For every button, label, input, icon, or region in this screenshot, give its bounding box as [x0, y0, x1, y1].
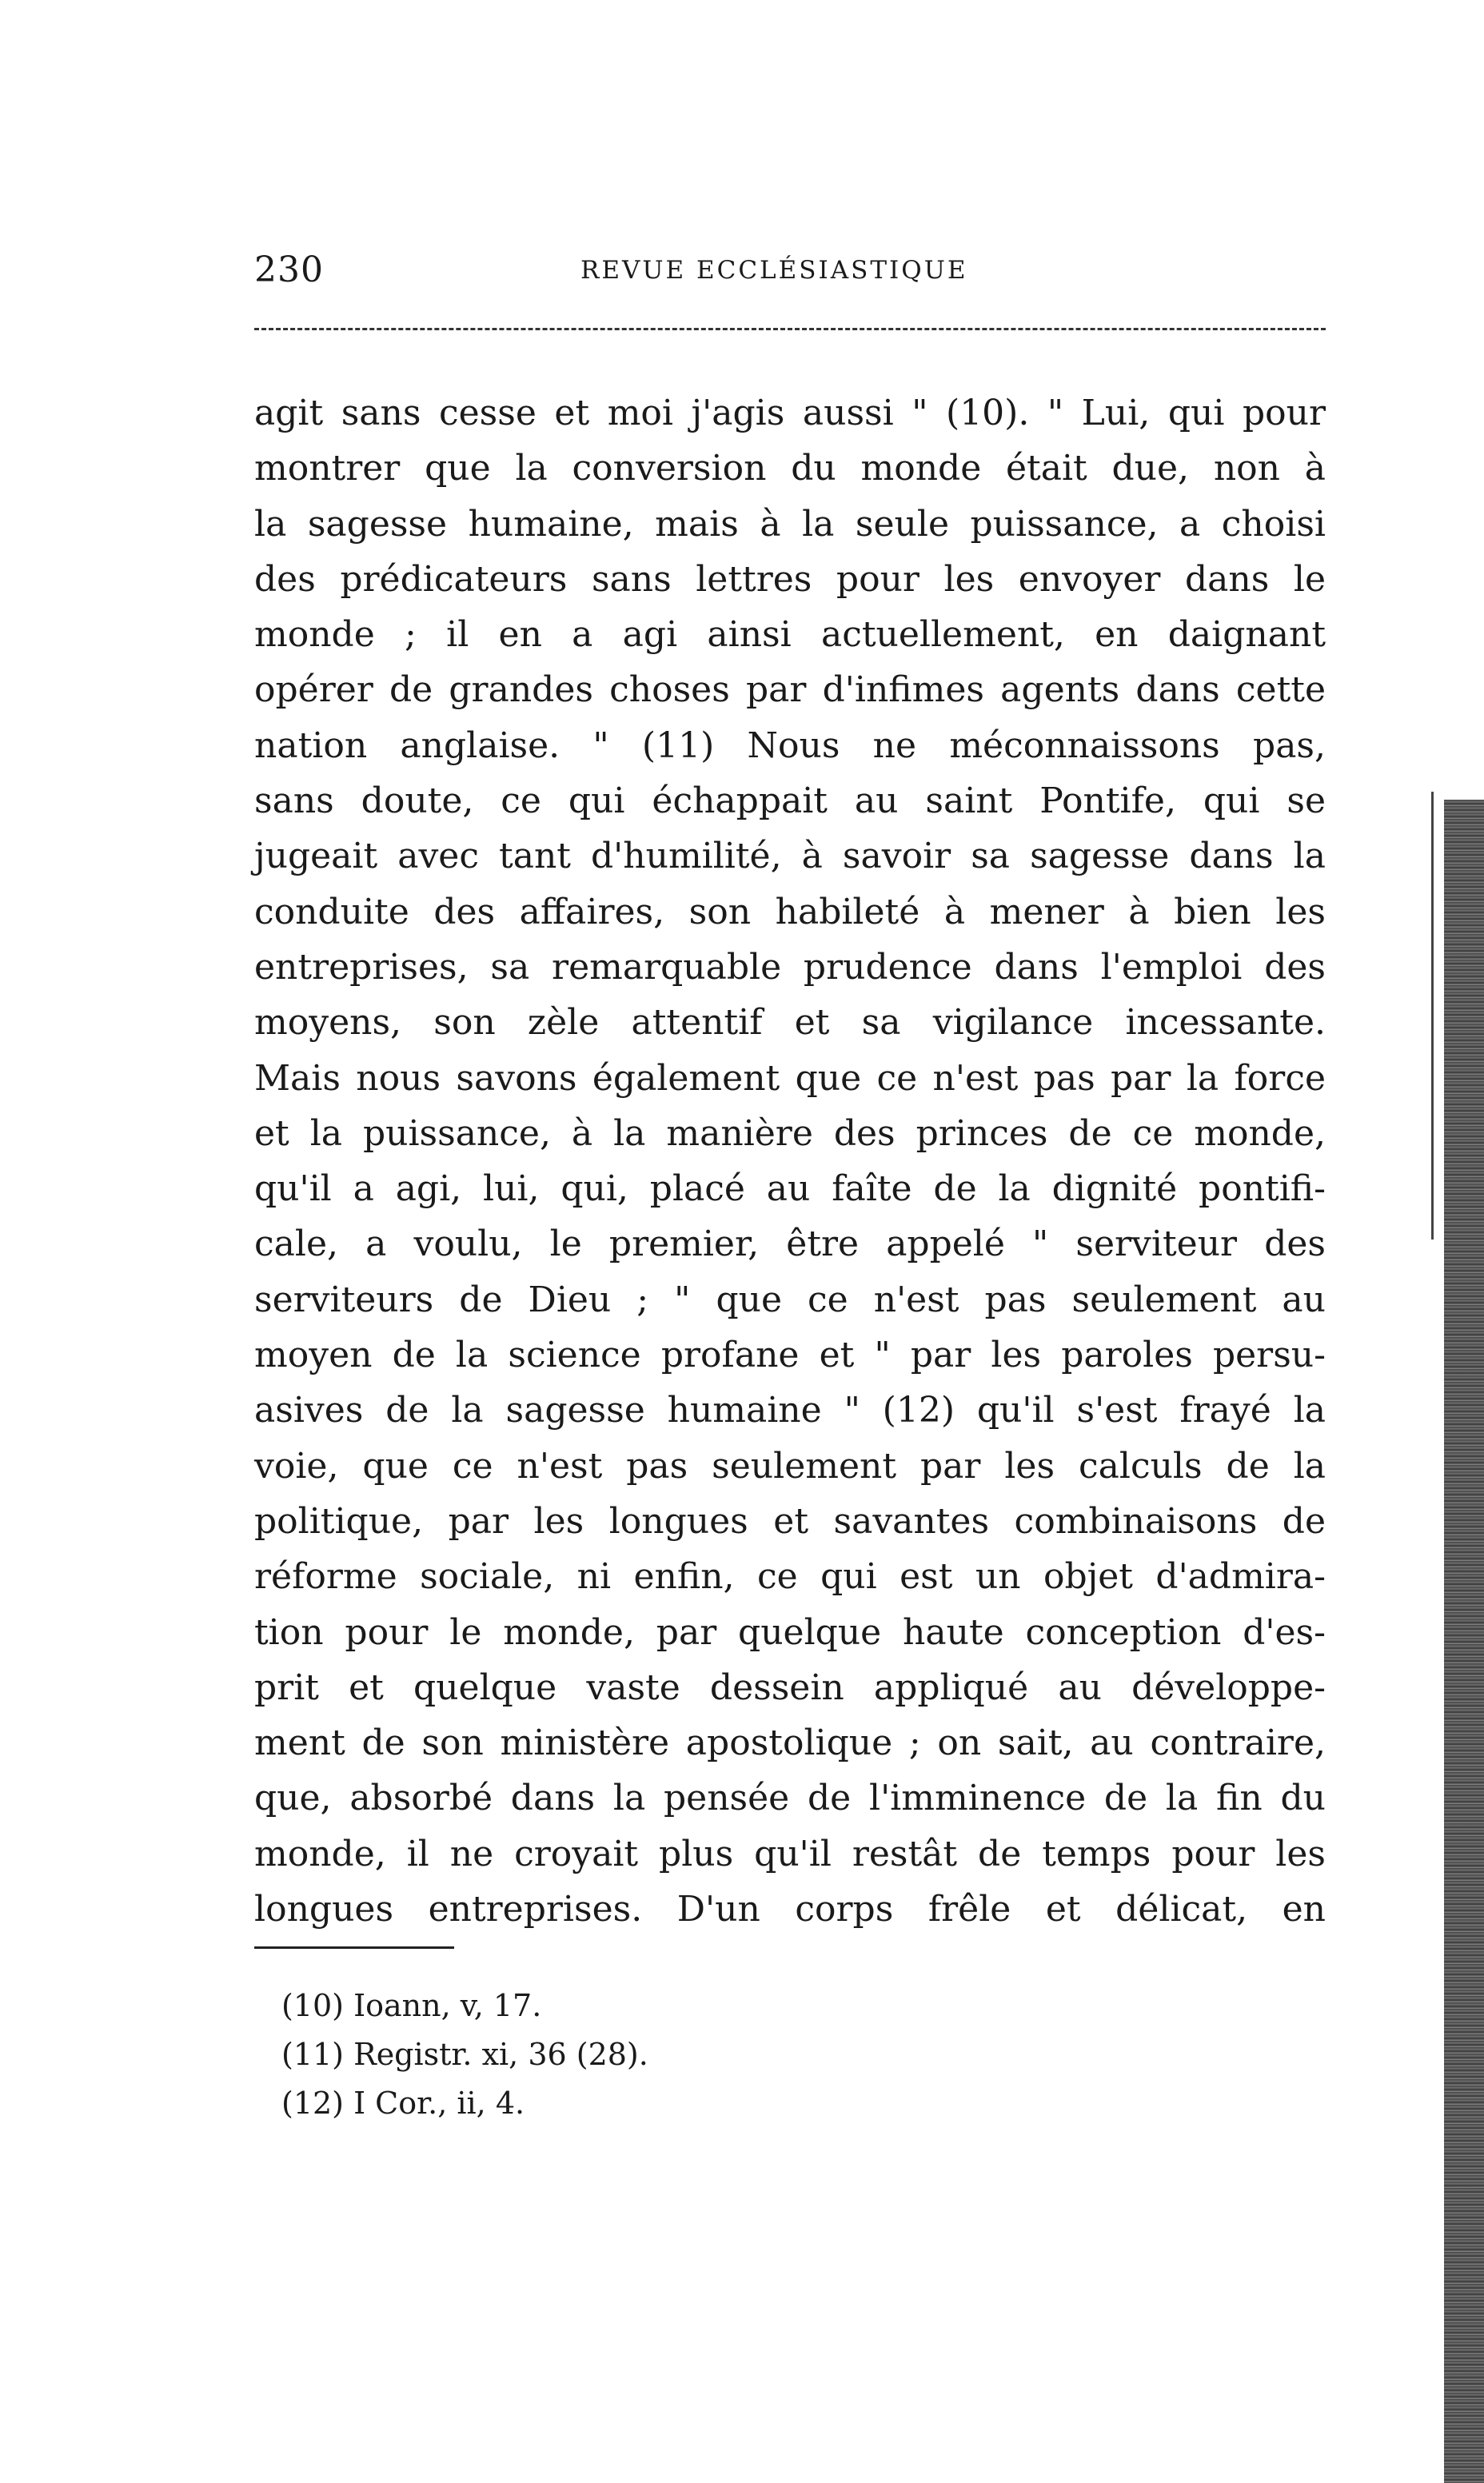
text-line: ment de son ministère apostolique ; on sait, au contraire,: [254, 1723, 1326, 1764]
text-line: tion pour le monde, par quelque haute conception d'es-: [254, 1611, 1326, 1653]
text-line: entreprises, sa remarquable prudence dans l'emploi des: [254, 946, 1326, 988]
text-line: moyens, son zèle attentif et sa vigilance incessante.: [254, 1002, 1326, 1044]
page-edge-shadow: [1444, 800, 1484, 2483]
text-line: moyen de la science profane et " par les paroles persu-: [254, 1335, 1326, 1376]
text-line: monde, il ne croyait plus qu'il restât de temps pour les: [254, 1833, 1326, 1874]
page-number: 230: [254, 249, 324, 290]
text-line: asives de la sagesse humaine " (12) qu'il s'est frayé la: [254, 1390, 1326, 1431]
page-edge-line: [1431, 792, 1434, 1240]
header-rule: [254, 328, 1326, 330]
footnote-rule: [254, 1946, 454, 1949]
text-line: cale, a voulu, le premier, être appelé " serviteur des: [254, 1224, 1326, 1265]
text-line: réforme sociale, ni enfin, ce qui est un objet d'admira-: [254, 1556, 1326, 1598]
text-line: que, absorbé dans la pensée de l'imminence de la fin du: [254, 1778, 1326, 1819]
text-line: qu'il a agi, lui, qui, placé au faîte de la dignité pontifi-: [254, 1168, 1326, 1210]
text-line: agit sans cesse et moi j'agis aussi " (10). " Lui, qui pour: [254, 393, 1326, 433]
page-header: [254, 240, 1326, 304]
text-line: sans doute, ce qui échappait au saint Pontife, qui se: [254, 780, 1326, 822]
footnote: (11) Registr. xi, 36 (28).: [281, 2037, 648, 2072]
text-line: nation anglaise. " (11) Nous ne méconnaissons pas,: [254, 725, 1326, 766]
text-line: jugeait avec tant d'humilité, à savoir sa sagesse dans la: [254, 836, 1326, 877]
running-title: REVUE ECCLÉSIASTIQUE: [580, 256, 968, 285]
text-line: monde ; il en a agi ainsi actuellement, en daignant: [254, 614, 1326, 656]
text-line: et la puissance, à la manière des princes de ce monde,: [254, 1112, 1326, 1154]
text-line: longues entreprises. D'un corps frêle et délicat, en: [254, 1889, 1326, 1930]
text-line: Mais nous savons également que ce n'est pas par la force: [254, 1057, 1326, 1099]
footnotes: [281, 1982, 1001, 2128]
text-line: voie, que ce n'est pas seulement par les calculs de la: [254, 1445, 1326, 1487]
footnote: (10) Ioann, v, 17.: [281, 1988, 542, 2023]
text-line: montrer que la conversion du monde était due, non à: [254, 448, 1326, 489]
text-line: la sagesse humaine, mais à la seule puissance, a choisi: [254, 503, 1326, 545]
text-line: prit et quelque vaste dessein appliqué au développe-: [254, 1667, 1326, 1708]
body-text: [254, 385, 1326, 1937]
text-line: des prédicateurs sans lettres pour les envoyer dans le: [254, 558, 1326, 600]
text-line: politique, par les longues et savantes combinaisons de: [254, 1500, 1326, 1542]
text-line: serviteurs de Dieu ; " que ce n'est pas seulement au: [254, 1279, 1326, 1320]
text-line: conduite des affaires, son habileté à mener à bien les: [254, 891, 1326, 932]
footnote: (12) I Cor., ii, 4.: [281, 2086, 525, 2121]
text-line: opérer de grandes choses par d'infimes agents dans cette: [254, 669, 1326, 711]
